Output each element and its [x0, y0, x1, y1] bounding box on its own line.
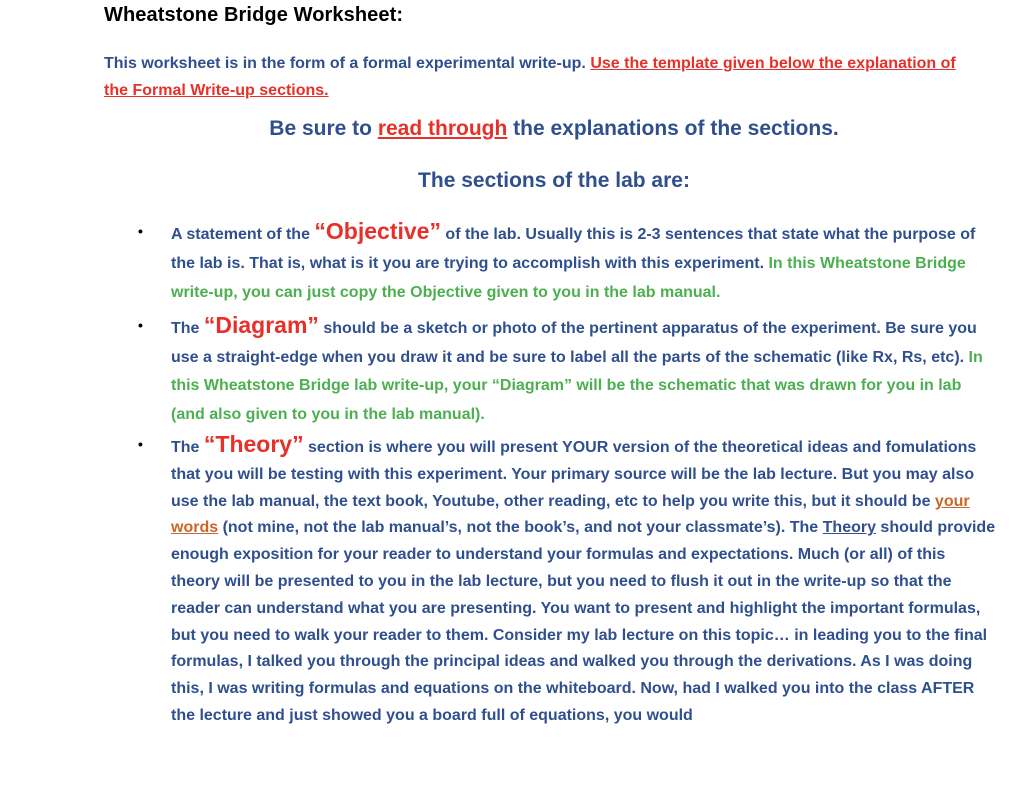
list-item-diagram [138, 311, 998, 429]
item-note: In this Wheatstone Bridge write-up, you can just copy the Objective given to you in the lab manual. [171, 255, 966, 301]
document-title: Wheatstone Bridge Worksheet: [104, 4, 404, 26]
intro-text: This worksheet is in the form of a formal experimental write-up. [104, 55, 591, 72]
template-instruction: Use the template given below the explanation of the Formal Write-up sections. [104, 55, 956, 99]
heading1-pre: Be sure to [269, 117, 378, 140]
read-through-heading [0, 117, 1024, 141]
term-theory: “Theory” [203, 431, 304, 457]
your-words-emphasis: your words [171, 492, 970, 537]
term-objective: “Objective” [314, 218, 441, 244]
sections-heading: The sections of the lab are: [418, 169, 690, 192]
list-item-theory [138, 431, 998, 730]
item-pre: The [171, 320, 204, 337]
item-body-3: should provide enough exposition for your reader to understand your formulas and expectations. Much (or all) of this theory will be presented to you in the lab lecture, but you need to flush it out in the write-up so that the reader can understand what you are presenting. You want to present and highlight the important formulas, but you need to walk your reader to them. Consider my lab lecture on this topic… in leading you to the final formulas, I talked you through the principal ideas and walked you through the derivations. As I was doing this, I was writing formulas and equations on the whiteboard. Now, had I walked you into the class AFTER the lecture and just showed you a board full of equations, you would [171, 519, 996, 724]
item-body: should be a sketch or photo of the pertinent apparatus of the experiment. Be sure you use a straight-edge when you draw it and be sure to label all the parts of the schematic (like Rx, Rs, etc). [171, 320, 977, 366]
bullet: • [138, 436, 143, 452]
sections-list [138, 217, 998, 730]
item-note: In this Wheatstone Bridge lab write-up, your “Diagram” will be the schematic that was drawn for you in lab (and also given to you in the lab manual). [171, 348, 983, 423]
item-body-2: (not mine, not the lab manual’s, not the book’s, and not your classmate’s). The [218, 519, 823, 537]
item-pre: A statement of the [171, 226, 315, 243]
theory-emphasis: Theory [822, 519, 876, 537]
item-pre: The [171, 439, 204, 456]
intro-paragraph [104, 50, 974, 104]
item-body-1: section is where you will present YOUR version of the theoretical ideas and fomulations that you will be testing with this experiment. Your primary source will be the lab lecture. But you may also use the lab manual, the text book, Youtube, other reading, etc to help you write this, but it should be [171, 439, 977, 510]
bullet: • [138, 223, 143, 239]
item-body: of the lab. Usually this is 2-3 sentences that state what the purpose of the lab is. That is, what is it you are trying to accomplish with this experiment. [171, 226, 976, 272]
term-diagram: “Diagram” [203, 312, 319, 338]
heading1-post: the explanations of the sections. [507, 117, 839, 140]
heading1-emphasis: read through [377, 117, 508, 140]
bullet: • [138, 317, 143, 333]
list-item-objective [138, 217, 998, 307]
